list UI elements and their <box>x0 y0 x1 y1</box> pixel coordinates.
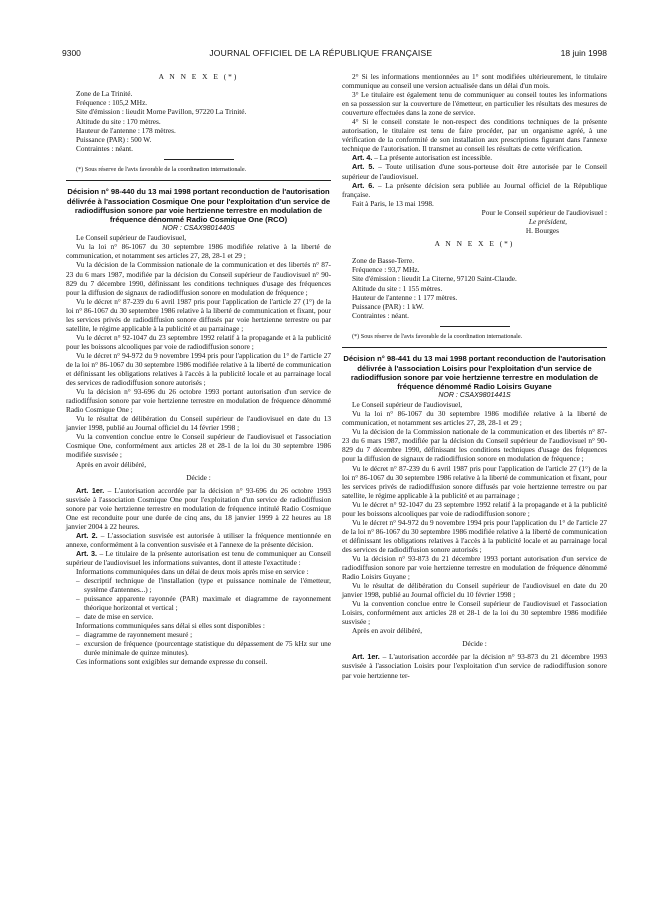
annexe-line: Site d'émission : lieudit Morne Pavillon, 97220 La Trinité. <box>76 107 247 117</box>
article-1 <box>66 486 331 531</box>
paragraph: Vu le décret n° 87-239 du 6 avril 1987 pris pour l'application de l'article 27 (1°) de la loi n° 86-1067 du 30 septembre 1986 relative à la liberté de communication et fixant, pour les services privés de radiodiffusion sonore diffusés par voie hertzienne terrestre ou par satellite, le régime applicable à la publicité et au parrainage ; <box>342 463 607 500</box>
article-text: – L'association susvisée est autorisée à utiliser la fréquence mentionnée en annexe, conformément à la convention susvisée et à l'annexe de la présente décision. <box>66 530 331 549</box>
paragraph: Vu le décret n° 94-972 du 9 novembre 1994 pris pour l'application du 1° de l'article 27 de la loi n° 86-1067 du 30 septembre 1986 modifiée relative à la liberté de communication et définissant les obligations relatives à l'accès à la publicité locale et au parrainage local des services de radiodiffusion sonore autorisés ; <box>66 350 331 388</box>
annexe-details <box>352 256 607 320</box>
article-text: – La présente autorisation est incessible. <box>372 153 493 163</box>
article-label: Art. 2. <box>76 530 98 540</box>
paragraph: 2° Si les informations mentionnées au 1° sont modifiées ultérieurement, le titulaire communique au conseil une version actualisée dans un délai d'un mois. <box>342 72 607 91</box>
list-item: – descriptif technique de l'installation (type et puissance nominale de l'émetteur, système d'antennes...) ; <box>76 576 331 594</box>
annexe-line: Contraintes : néant. <box>76 144 133 154</box>
annexe-title: A N N E X E (*) <box>434 238 515 248</box>
annexe-line: Hauteur de l'antenne : 178 mètres. <box>76 125 176 135</box>
journal-title: JOURNAL OFFICIEL DE LA RÉPUBLIQUE FRANÇAISE <box>209 48 433 58</box>
paragraph: Vu la décision n° 93-873 du 21 décembre 1993 portant autorisation d'un service de radiodiffusion sonore par voie hertzienne terrestre en modulation de fréquence dénommé Radio Loisirs Guyane ; <box>342 553 607 582</box>
paragraph: Ces informations sont exigibles sur demande expresse du conseil. <box>76 657 268 667</box>
annexe-line: Fréquence : 93,7 MHz. <box>352 265 420 275</box>
decide-heading: Décide : <box>186 472 211 482</box>
divider <box>164 159 234 160</box>
annexe-line: Puissance (PAR) : 1 kW. <box>352 301 424 311</box>
nor-reference: NOR : CSAX9801440S <box>162 225 235 233</box>
article-6 <box>342 181 607 199</box>
article-5 <box>342 162 607 180</box>
article-label: Art. 3. <box>76 548 97 558</box>
paragraph: 3° Le titulaire est également tenu de communiquer au conseil toutes les informations en sa possession sur la couverture de l'émetteur, en particulier les résultats des mesures de couverture effectuées dans la zone de service. <box>342 90 607 118</box>
paragraph: Vu la loi n° 86-1067 du 30 septembre 1986 modifiée relative à la liberté de communication, et notamment ses articles 27, 28, 28-1 et 29 ; <box>66 242 331 261</box>
page-header <box>62 48 607 58</box>
list-item: – diagramme de rayonnement mesuré ; <box>76 630 331 639</box>
signature-name: H. Bourges <box>525 225 559 235</box>
annexe-line: Altitude du site : 170 mètres. <box>76 116 161 126</box>
paragraph: Après en avoir délibéré, <box>352 626 423 636</box>
article-text: – L'autorisation accordée par la décision n° 93-873 du 21 décembre 1993 susvisée à l'association Loisirs pour l'exploitation d'un service de radiodiffusion sonore par voie hertzienne ter- <box>342 652 607 680</box>
page-number: 9300 <box>62 48 81 58</box>
paragraph: Vu le résultat de délibération du Conseil supérieur de l'audiovisuel en date du 20 janvier 1998, publié au Journal officiel du 10 février 1998 ; <box>342 581 607 600</box>
annexe-line: Hauteur de l'antenne : 1 177 mètres. <box>352 292 458 302</box>
decision-title: Décision n° 98-440 du 13 mai 1998 portant reconduction de l'autorisation délivrée à l'association Cosmique One pour l'exploitation d'un service de radiodiffusion sonore par voie hertzienne terrestre en modulation de fréquence dénommé Radio Cosmique One (RCO) <box>66 187 331 225</box>
annexe-line: Zone de La Trinité. <box>76 89 133 99</box>
annexe-line: Altitude du site : 1 155 mètres. <box>352 283 443 293</box>
divider <box>342 347 607 348</box>
article-label: Art. 1er. <box>352 652 380 662</box>
left-column <box>66 72 331 667</box>
paragraph: Le Conseil supérieur de l'audiovisuel, <box>76 233 187 243</box>
info-intro: Informations communiquées sans délai si elles sont disponibles : <box>76 621 265 631</box>
article-label: Art. 5. <box>352 162 375 172</box>
annexe-details <box>76 89 331 153</box>
article-label: Art. 4. <box>352 153 373 163</box>
list-item: – date de mise en service. <box>76 612 331 621</box>
paragraph: Vu la convention conclue entre le Conseil supérieur de l'audiovisuel et l'association Cosmique One, conformément aux articles 28 et 28-1 de la loi du 30 septembre 1986 modifiée susvisée ; <box>66 432 331 460</box>
annexe-footnote: (*) Sous réserve de l'avis favorable de la coordination internationale. <box>76 166 247 174</box>
annexe-line: Contraintes : néant. <box>352 311 409 321</box>
done-at: Fait à Paris, le 13 mai 1998. <box>352 198 434 208</box>
annexe-line: Site d'émission : lieudit La Citerne, 97120 Saint-Claude. <box>352 274 517 284</box>
info-intro: Informations communiquées dans un délai de deux mois après mise en service : <box>76 567 309 577</box>
article-2 <box>66 531 331 549</box>
paragraph: Vu la décision n° 93-696 du 26 octobre 1993 portant autorisation d'un service de radiodiffusion sonore par voie hertzienne terrestre en modulation de fréquence dénommé Radio Cosmique One ; <box>66 387 331 415</box>
paragraph: Vu la loi n° 86-1067 du 30 septembre 1986 modifiée relative à la liberté de communication, et notamment ses articles 27, 28, 28-1 et 29 ; <box>342 409 607 428</box>
list-item: – puissance apparente rayonnée (PAR) maximale et diagramme de rayonnement théorique horizontal et vertical ; <box>76 594 331 612</box>
annexe-line: Puissance (PAR) : 500 W. <box>76 135 152 145</box>
signature-title: Le président, <box>528 216 567 226</box>
article-3 <box>66 549 331 567</box>
issue-date: 18 juin 1998 <box>560 48 607 58</box>
paragraph: 4° Si le conseil constate le non-respect des conditions techniques de la présente autorisation, le titulaire est tenu de faire procéder, par un organisme agréé, à une vérification de la conformité de son installation aux prescriptions figurant dans l'annexe technique de l'autorisation. Il transmet au conseil les résultats de cette vérification. <box>342 117 607 154</box>
article-text: – Le titulaire de la présente autorisation est tenu de communiquer au Conseil supérieur de l'audiovisuel les informations suivantes, dont il atteste l'exactitude : <box>66 548 331 567</box>
list-item: – excursion de fréquence (pourcentage statistique du dépassement de 75 kHz sur une durée minimale de quinze minutes). <box>76 639 331 657</box>
paragraph: Vu la décision de la Commission nationale de la communication et des libertés n° 87-23 du 6 mars 1987, modifiée par la décision du Conseil supérieur de l'audiovisuel n° 90-829 du 7 décembre 1990, définissant les conditions techniques d'usage des fréquences pour la diffusion de signaux de radiodiffusion sonore en modulation de fréquence ; <box>66 260 331 297</box>
paragraph: Vu le décret n° 92-1047 du 23 septembre 1992 relatif à la propagande et à la publicité pour les boissons alcooliques par voie de radiodiffusion sonore ; <box>342 499 607 518</box>
info-list <box>66 630 331 657</box>
paragraph: Après en avoir délibéré, <box>76 459 147 469</box>
article-text: – L'autorisation accordée par la décision n° 93-696 du 26 octobre 1993 susvisée à l'association Cosmique One pour l'exploitation d'un service de radiodiffusion sonore par voie hertzienne terrestre en modulation de fréquence intitulé Radio Cosmique One est reconduite pour une durée de cinq ans, du 18 janvier 1999 à 22 heures au 18 janvier 2004 à 22 heures. <box>66 485 331 531</box>
article-1 <box>342 652 607 679</box>
paragraph: Vu le décret n° 94-972 du 9 novembre 1994 pris pour l'application du 1° de l'article 27 de la loi n° 86-1067 du 30 septembre 1986 modifiée relative à la liberté de communication et définissant les obligations relatives à l'accès à la publicité locale et au parrainage local des services de radiodiffusion sonore autorisés ; <box>342 517 607 554</box>
paragraph: Vu la décision de la Commission nationale de la communication et des libertés n° 87-23 du 6 mars 1987, modifiée par la décision du Conseil supérieur de l'audiovisuel n° 90-829 du 7 décembre 1990, définissant les conditions techniques d'usage des fréquences pour la diffusion de signaux de radiodiffusion sonore en modulation de fréquence ; <box>342 427 607 464</box>
divider <box>66 180 331 181</box>
paragraph: Le Conseil supérieur de l'audiovisuel, <box>352 400 463 410</box>
annexe-footnote: (*) Sous réserve de l'avis favorable de la coordination internationale. <box>352 333 523 341</box>
signature-for: Pour le Conseil supérieur de l'audiovisuel : <box>481 207 607 217</box>
decision-title: Décision n° 98-441 du 13 mai 1998 portant reconduction de l'autorisation délivrée à l'association Loisirs pour l'exploitation d'un service de radiodiffusion sonore par voie hertzienne terrestre en modulation de fréquence dénommé Radio Loisirs Guyane <box>343 354 606 391</box>
divider <box>440 326 510 327</box>
annexe-title: A N N E X E (*) <box>158 72 239 81</box>
paragraph: Vu la convention conclue entre le Conseil supérieur de l'audiovisuel et l'association Loisirs, conformément aux articles 28 et 28-1 de la loi du 30 septembre 1986 modifiée susvisée ; <box>342 599 607 627</box>
annexe-line: Zone de Basse-Terre. <box>352 255 415 265</box>
right-column <box>342 72 607 680</box>
article-4 <box>342 153 607 162</box>
nor-reference: NOR : CSAX9801441S <box>438 392 511 400</box>
decide-heading: Décide : <box>462 639 487 649</box>
paragraph: Vu le résultat de délibération du Conseil supérieur de l'audiovisuel en date du 13 janvier 1998, publié au Journal officiel du 14 février 1998 ; <box>66 414 331 433</box>
paragraph: Vu le décret n° 87-239 du 6 avril 1987 pris pour l'application de l'article 27 (1°) de la loi n° 86-1067 du 30 septembre 1986 relative à la liberté de communication et fixant, pour les services privés de radiodiffusion sonore diffusés par voie hertzienne terrestre ou par satellite, le régime applicable à la publicité et au parrainage ; <box>66 296 331 333</box>
article-label: Art. 1er. <box>76 485 105 495</box>
article-label: Art. 6. <box>352 180 375 190</box>
annexe-line: Fréquence : 105,2 MHz. <box>76 98 148 108</box>
article-text: – La présente décision sera publiée au Journal officiel de la République française. <box>342 180 607 199</box>
paragraph: Vu le décret n° 92-1047 du 23 septembre 1992 relatif à la propagande et à la publicité pour les boissons alcooliques par voie de radiodiffusion sonore ; <box>66 332 331 351</box>
article-text: – Toute utilisation d'une sous-porteuse doit être autorisée par le Conseil supérieur de l'audiovisuel. <box>342 162 607 181</box>
info-list <box>66 576 331 621</box>
